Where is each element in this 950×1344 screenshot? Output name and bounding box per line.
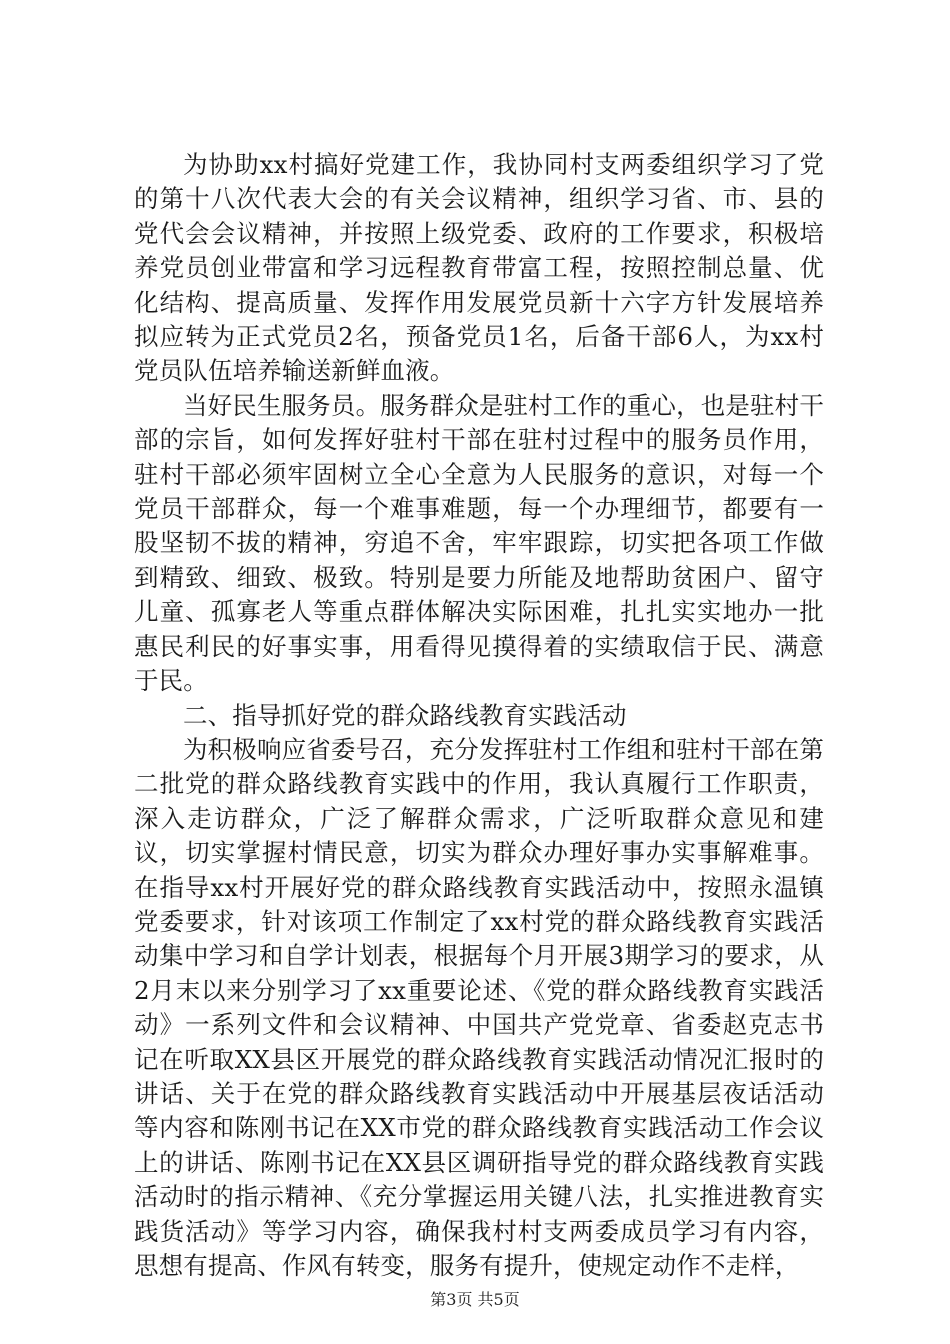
paragraph-party-building: 为协助xx村搞好党建工作，我协同村支两委组织学习了党的第十八次代表大会的有关会议精神，组织学习省、市、县的党代会会议精神，并按照上级党委、政府的工作要求，积极培养党员创业带富和学习远程教育带富工程，按照控制总量、优化结构、提高质量、发挥作用发展党员新十六字方针发展培养拟应转为正式党员2名，预备党员1名，后备干部6人，为xx村党员队伍培养输送新鲜血液。 — [134, 150, 824, 386]
section-heading: 二、指导抓好党的群众路线教育实践活动 — [183, 700, 627, 730]
page-number-footer: 第3页 共5页 — [430, 1290, 520, 1309]
paragraph-livelihood-service: 当好民生服务员。服务群众是驻村工作的重心，也是驻村干部的宗旨，如何发挥好驻村干部在驻村过程中的服务员作用，驻村干部必须牢固树立全心全意为人民服务的意识，对每一个党员干部群众，每一个难事难题，每一个办理细节，都要有一股坚韧不拔的精神，穷追不舍，牢牢跟踪，切实把各项工作做到精致、细致、极致。特别是要力所能及地帮助贫困户、留守儿童、孤寡老人等重点群体解决实际困难，扎扎实实地办一批惠民利民的好事实事，用看得见摸得着的实绩取信于民、满意于民。 — [134, 390, 824, 696]
document-body — [134, 148, 824, 1283]
paragraph-mass-line-education: 为积极响应省委号召，充分发挥驻村工作组和驻村干部在第二批党的群众路线教育实践中的作用，我认真履行工作职责，深入走访群众，广泛了解群众需求，广泛听取群众意见和建议，切实掌握村情民意，切实为群众办理好事办实事解难事。在指导xx村开展好党的群众路线教育实践活动中，按照永温镇党委要求，针对该项工作制定了xx村党的群众路线教育实践活动集中学习和自学计划表，根据每个月开展3期学习的要求，从2月末以来分别学习了xx重要论述、《党的群众路线教育实践活动》一系列文件和会议精神、中国共产党党章、省委赵克志书记在听取XX县区开展党的群众路线教育实践活动情况汇报时的讲话、关于在党的群众路线教育实践活动中开展基层夜话活动等内容和陈刚书记在XX市党的群众路线教育实践活动工作会议上的讲话、陈刚书记在XX县区调研指导党的群众路线教育实践活动时的指示精神、《充分掌握运用关键八法，扎实推进教育实践货活动》等学习内容，确保我村村支两委成员学习有内容，思想有提高、作风有转变，服务有提升，使规定动作不走样， — [134, 734, 824, 1280]
